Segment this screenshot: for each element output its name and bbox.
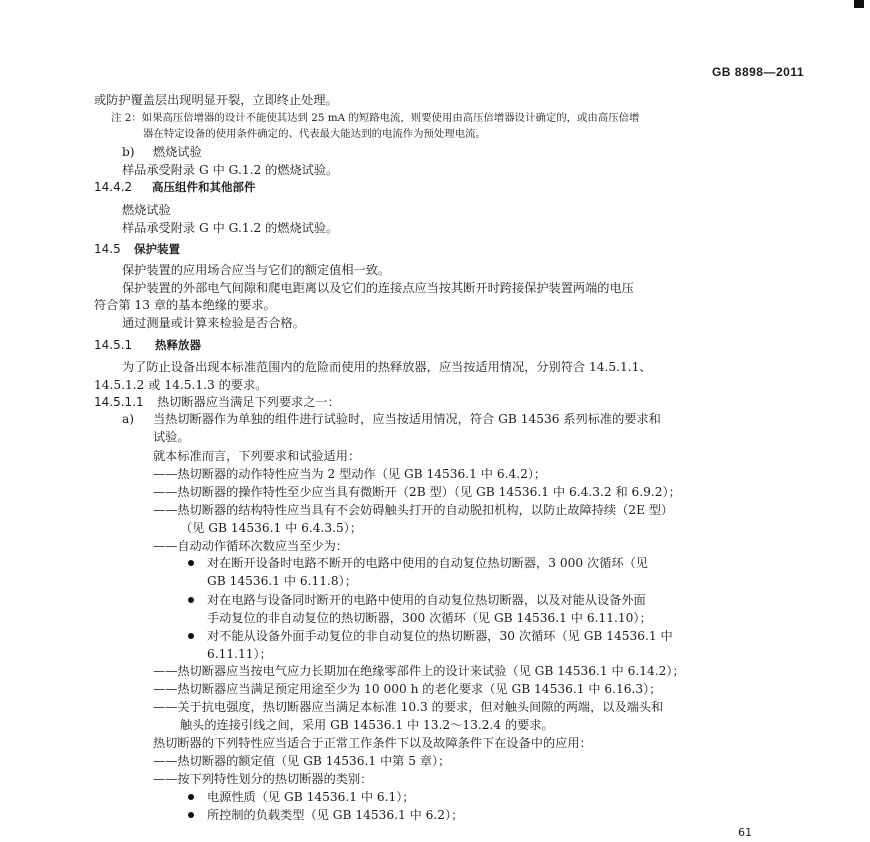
section-number: 14.5.1 — [94, 338, 133, 352]
text-line: 当热切断器作为单独的组件进行试验时，应当按适用情况，符合 GB 14536 系列标准的要求和 — [153, 412, 661, 426]
text-line: 14.5.1.2 或 14.5.1.3 的要求。 — [94, 378, 268, 392]
section-title: 保护装置 — [134, 242, 180, 256]
dash-item: ——自动动作循环次数应当至少为： — [153, 539, 348, 553]
section-title: 高压组件和其他部件 — [152, 180, 256, 194]
dash-item: ——按下列特性划分的热切断器的类别： — [153, 772, 373, 786]
bullet-item: 对不能从设备外面手动复位的非自动复位的热切断器，30 次循环（见 GB 14536.1 中 — [207, 629, 673, 643]
dash-item: ——热切断器的额定值（见 GB 14536.1 中第 5 章）； — [153, 754, 451, 768]
note-line: 注 2：如果高压倍增器的设计不能使其达到 25 mA 的短路电流，则要使用由高压倍增器设计确定的，或由高压倍增 — [111, 112, 640, 124]
section-number: 14.5.1.1 — [94, 395, 144, 409]
bullet-item-cont: GB 14536.1 中 6.11.8）； — [207, 574, 357, 588]
list-item-title: 燃烧试验 — [153, 145, 202, 159]
dash-item: ——热切断器的结构特性应当具有不会妨碍触头打开的自动脱扣机构，以防止故障持续（2E 型） — [153, 503, 674, 517]
section-number: 14.5 — [94, 242, 121, 256]
note-line: 器在特定设备的使用条件确定的、代表最大能达到的电流作为预处理电流。 — [143, 128, 486, 140]
list-label: a) — [122, 412, 135, 426]
text-line: 就本标准而言，下列要求和试验适用： — [153, 449, 361, 463]
scan-corner-mark — [854, 0, 864, 8]
text-line: 热切断器的下列特性应当适合于正常工作条件下以及故障条件下在设备中的应用： — [153, 736, 592, 750]
text-line: 通过测量或计算来检验是否合格。 — [122, 316, 305, 330]
bullet-item-cont: 6.11.11）； — [207, 647, 272, 661]
dash-item: ——热切断器的操作特性至少应当具有微断开（2B 型）（见 GB 14536.1 中 6.4.3.2 和 6.9.2）； — [153, 485, 681, 499]
text-line: 符合第 13 章的基本绝缘的要求。 — [94, 298, 276, 312]
bullet-item: 对在电路与设备同时断开的电路中使用的自动复位热切断器，以及对能从设备外面 — [207, 593, 646, 607]
list-label: b) — [122, 145, 135, 159]
standard-number-header: GB 8898—2011 — [711, 65, 804, 79]
dash-item: ——热切断器应当满足预定用途至少为 10 000 h 的老化要求（见 GB 14536.1 中 6.16.3）； — [153, 682, 662, 696]
section-title: 热切断器应当满足下列要求之一： — [157, 395, 340, 409]
bullet-item: 对在断开设备时电路不断开的电路中使用的自动复位热切断器，3 000 次循环（见 — [207, 556, 648, 570]
text-line: 燃烧试验 — [122, 203, 171, 217]
text-line: 样品承受附录 G 中 G.1.2 的燃烧试验。 — [122, 163, 339, 177]
text-line: 保护装置的外部电气间隙和爬电距离以及它们的连接点应当按其断开时跨接保护装置两端的电压 — [122, 281, 634, 295]
bullet-icon — [188, 560, 194, 566]
text-line: 为了防止设备出现本标准范围内的危险而使用的热释放器，应当按适用情况，分别符合 14.5.1.1、 — [122, 360, 652, 374]
text-line: 保护装置的应用场合应当与它们的额定值相一致。 — [122, 263, 391, 277]
bullet-icon — [188, 597, 194, 603]
bullet-icon — [188, 794, 194, 800]
bullet-item: 所控制的负载类型（见 GB 14536.1 中 6.2）； — [207, 808, 464, 822]
dash-item-cont: （见 GB 14536.1 中 6.4.3.5）； — [180, 521, 363, 535]
dash-item: ——关于抗电强度，热切断器应当满足本标准 10.3 的要求，但对触头间隙的两端，以及端头和 — [153, 700, 664, 714]
text-line: 样品承受附录 G 中 G.1.2 的燃烧试验。 — [122, 221, 339, 235]
bullet-icon — [188, 812, 194, 818]
text-line: 或防护覆盖层出现明显开裂，立即终止处理。 — [94, 93, 338, 107]
dash-item: ——热切断器的动作特性应当为 2 型动作（见 GB 14536.1 中 6.4.2）； — [153, 467, 547, 481]
bullet-item: 电源性质（见 GB 14536.1 中 6.1）； — [207, 790, 415, 804]
section-title: 热释放器 — [155, 338, 201, 352]
section-number: 14.4.2 — [94, 180, 133, 194]
dash-item-cont: 触头的连接引线之间，采用 GB 14536.1 中 13.2～13.2.4 的要求。 — [180, 718, 554, 732]
dash-item: ——热切断器应当按电气应力长期加在绝缘零部件上的设计来试验（见 GB 14536.1 中 6.14.2）； — [153, 664, 685, 678]
bullet-icon — [188, 633, 194, 639]
text-line: 试验。 — [153, 430, 190, 444]
bullet-item-cont: 手动复位的非自动复位的热切断器，300 次循环（见 GB 14536.1 中 6.11.10）； — [207, 611, 652, 625]
page-number: 61 — [738, 826, 752, 839]
